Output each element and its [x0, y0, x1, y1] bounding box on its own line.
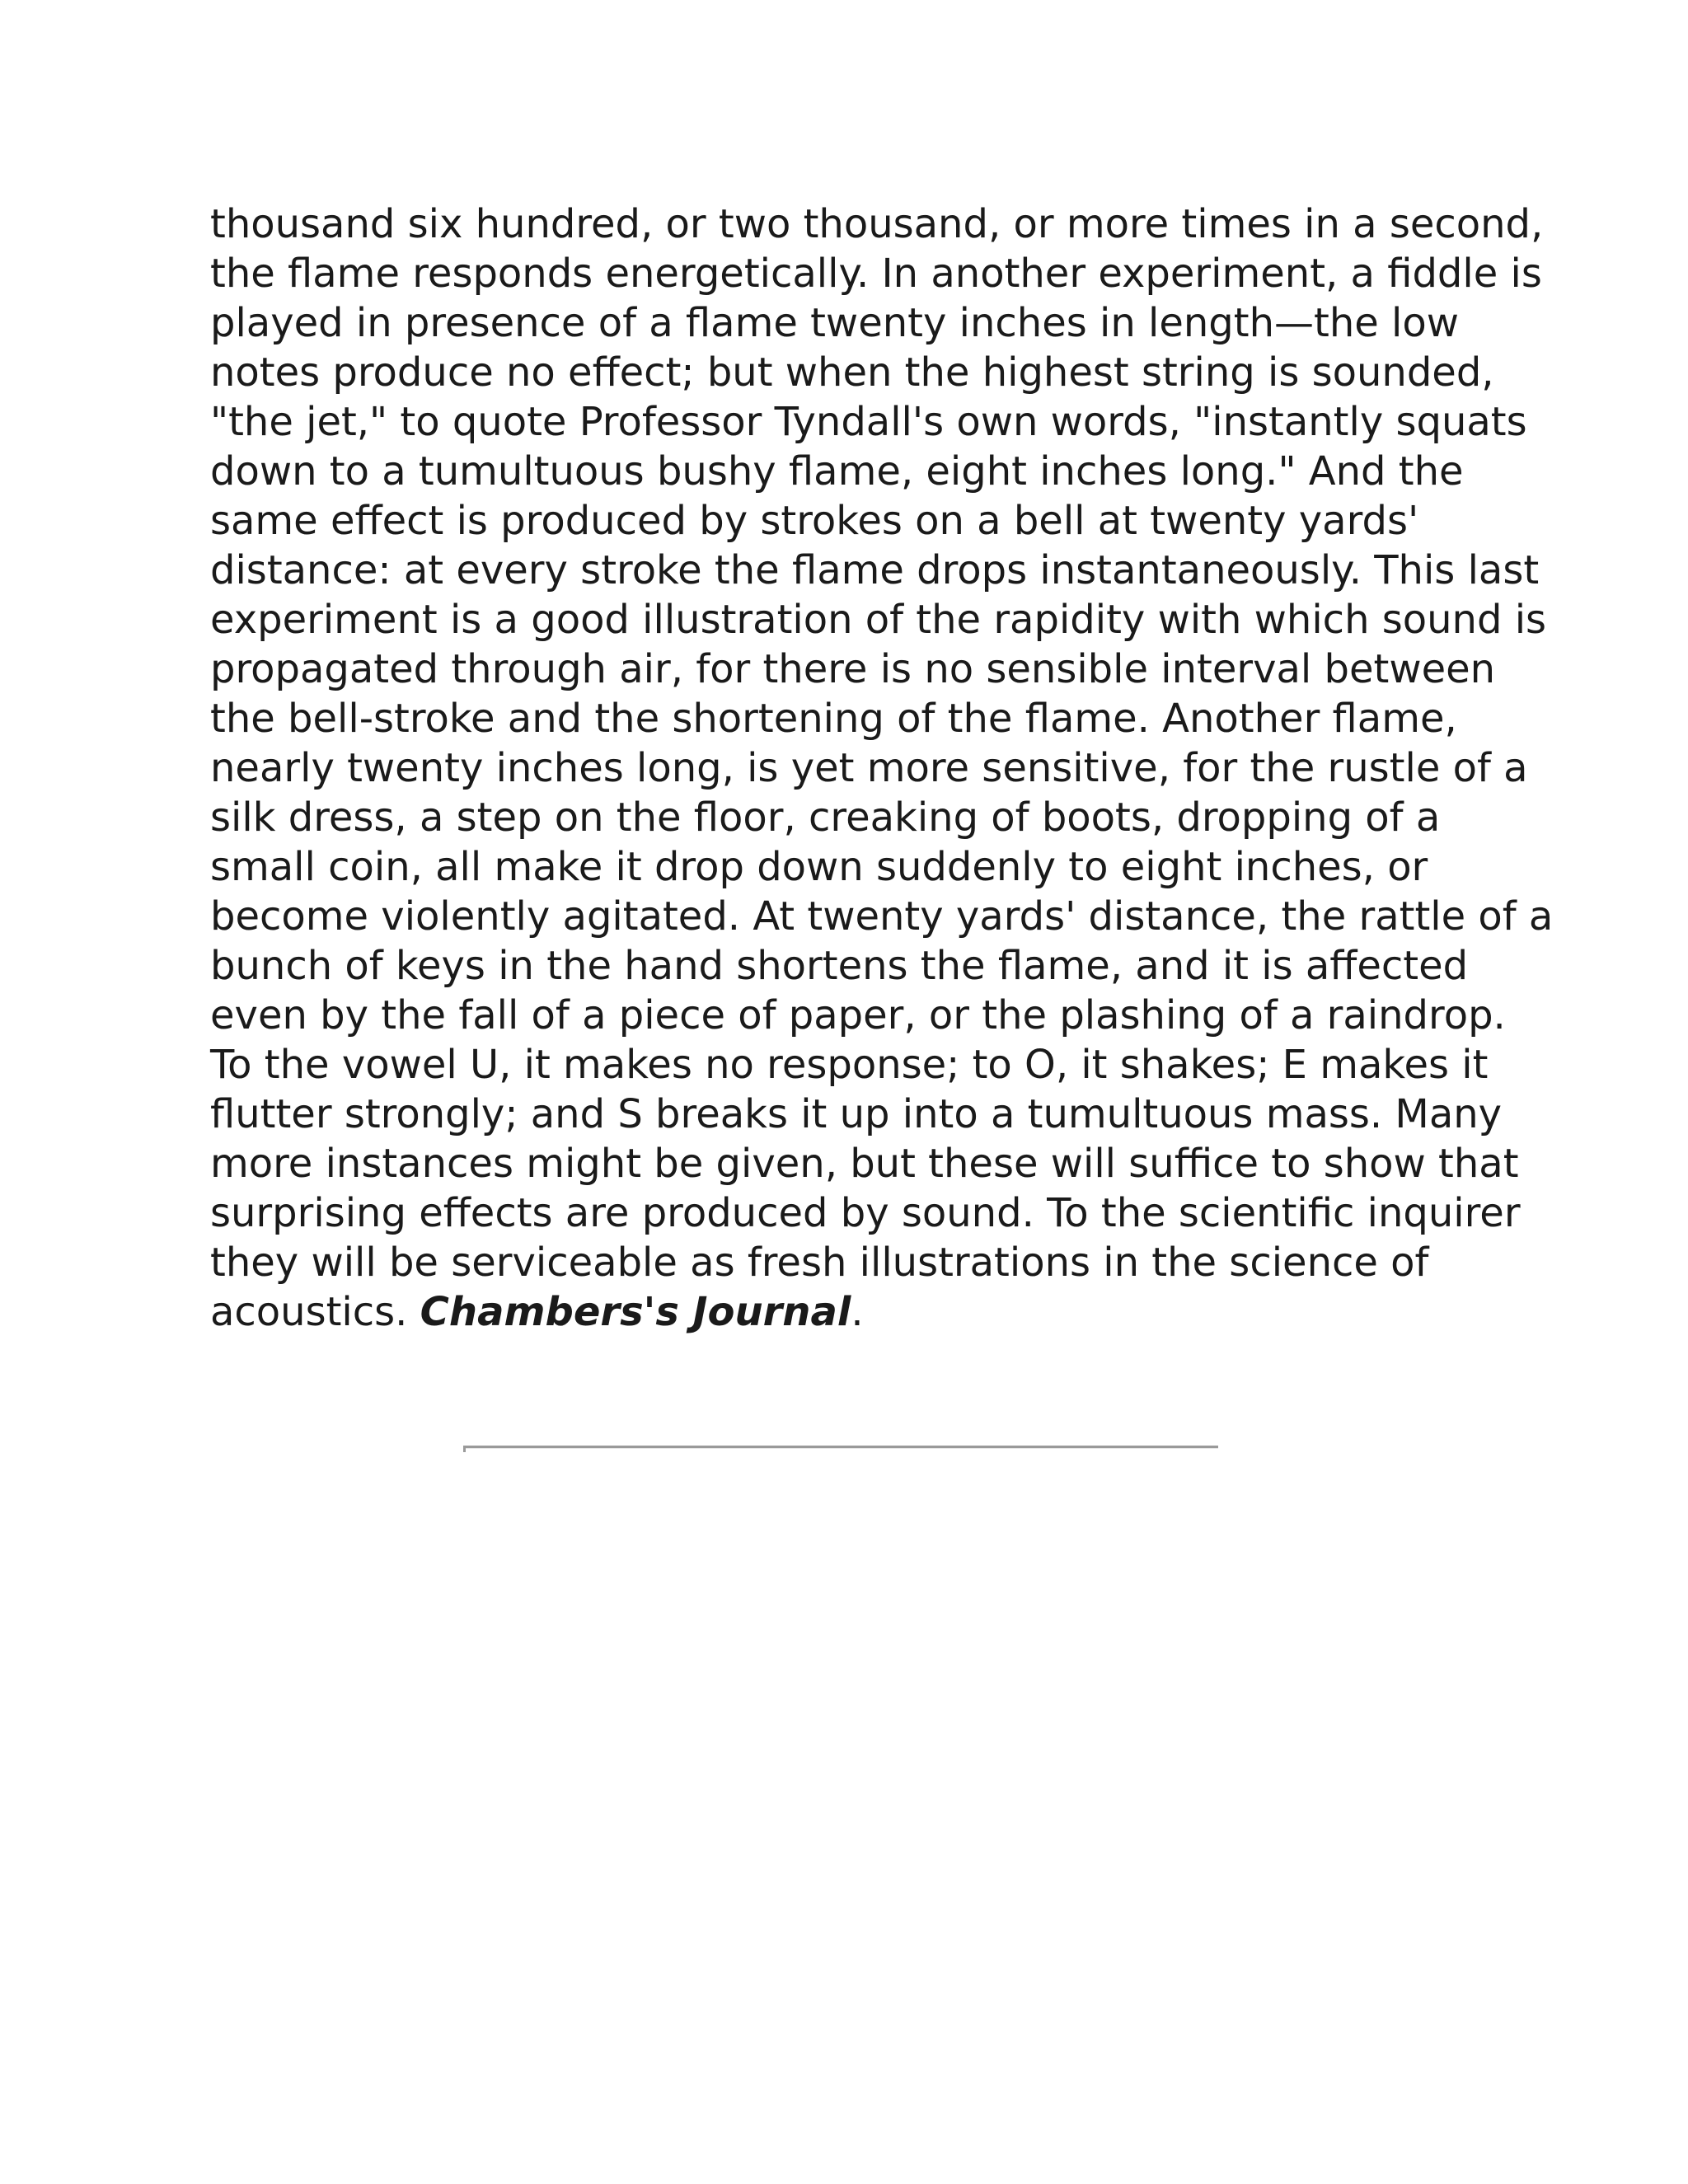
text-line: "the jet," to quote Professor Tyndall's own words, "instantly squats — [210, 399, 1527, 445]
text-line: To the vowel U, it makes no response; to O, it shakes; E makes it — [210, 1042, 1489, 1088]
text-line: surprising effects are produced by sound. To the scientific inquirer — [210, 1190, 1521, 1236]
text-line: played in presence of a flame twenty inches in length—the low — [210, 300, 1459, 346]
text-line: nearly twenty inches long, is yet more sensitive, for the rustle of a — [210, 745, 1528, 791]
text-line: more instances might be given, but these will suffice to show that — [210, 1141, 1519, 1187]
source-period: . — [851, 1289, 864, 1335]
text-line: flutter strongly; and S breaks it up into a tumultuous mass. Many — [210, 1091, 1503, 1137]
text-line: they will be serviceable as fresh illustrations in the science of — [210, 1240, 1429, 1286]
text-line: bunch of keys in the hand shortens the flame, and it is affected — [210, 943, 1469, 989]
text-line: propagated through air, for there is no sensible interval between — [210, 646, 1496, 692]
horizontal-rule — [463, 1446, 1218, 1449]
text-line: silk dress, a step on the floor, creaking of boots, dropping of a — [210, 794, 1441, 841]
last-line-text: acoustics. — [210, 1289, 420, 1335]
text-line: experiment is a good illustration of the rapidity with which sound is — [210, 597, 1547, 643]
article-text — [210, 199, 1554, 1337]
text-line: the bell-stroke and the shortening of the flame. Another flame, — [210, 696, 1457, 742]
text-line: distance: at every stroke the flame drops instantaneously. This last — [210, 547, 1540, 593]
text-line: notes produce no effect; but when the highest string is sounded, — [210, 349, 1494, 396]
text-line: become violently agitated. At twenty yards' distance, the rattle of a — [210, 893, 1554, 940]
source-title: Chambers's Journal — [420, 1289, 851, 1335]
text-line: thousand six hundred, or two thousand, or more times in a second, — [210, 201, 1544, 247]
text-line: even by the fall of a piece of paper, or the plashing of a raindrop. — [210, 992, 1506, 1038]
text-line: the flame responds energetically. In another experiment, a fiddle is — [210, 251, 1542, 297]
text-line: down to a tumultuous bushy flame, eight inches long." And the — [210, 448, 1464, 494]
last-text-line — [210, 1287, 1488, 1337]
text-line: small coin, all make it drop down suddenly to eight inches, or — [210, 844, 1428, 890]
text-line: same effect is produced by strokes on a bell at twenty yards' — [210, 498, 1419, 544]
